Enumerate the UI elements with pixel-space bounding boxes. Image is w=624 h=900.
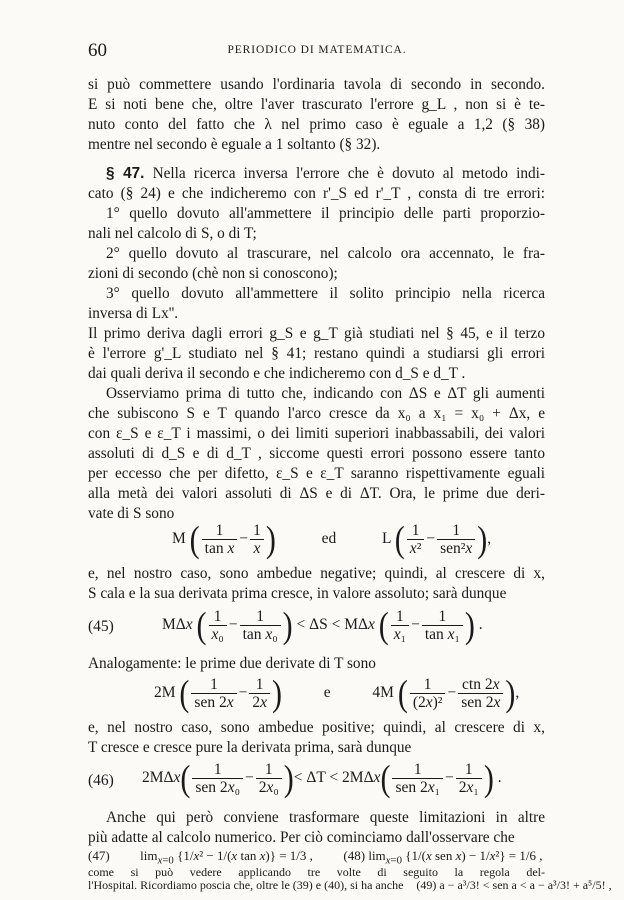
list-item: 2° quello dovuto al trascurare, nel calcolo ora accennato, le fra-	[106, 245, 545, 262]
text-line: Analogamente: le prime due derivate di T sono	[88, 655, 376, 672]
equation-derivatives-S: M ( $\frac{1}{\text{tan x}}$ − $\frac{1}{x}$ ) ed L ( $\frac{1}{\text{x²}}$ − $\frac{1}{\text{sen²x}}$ ),	[172, 518, 492, 560]
list-item: 1° quello dovuto all'ammettere il principio delle parti proporzio-	[106, 205, 545, 222]
text-line: e, nel nostro caso, sono ambedue positive; quindi, al crescere di x,	[88, 719, 545, 736]
text-line: T cresce e cresce pure la derivata prima, sarà dunque	[88, 739, 412, 756]
running-title: PERIODICO DI MATEMATICA.	[227, 44, 407, 56]
equation-label: (45)	[88, 618, 114, 635]
text-line: e, nel nostro caso, sono ambedue negative; quindi, al crescere di x,	[88, 565, 545, 582]
text-line: assoluti di d_S e di d_T , siccome questi errori possono essere tanto	[88, 445, 545, 462]
equation-49: a − a³/3! < sen a < a − a³/3! + a⁵/5! ,	[439, 878, 612, 892]
text-line: E si noti bene che, oltre l'aver trascurato l'errore g_L , non si è te-	[88, 96, 545, 113]
text-line: si può commettere usando l'ordinaria tavola di secondo in secondo.	[88, 76, 545, 93]
list-item: inversa di Lx''.	[88, 305, 179, 322]
equation-label: (48)	[343, 848, 366, 863]
text-line: alla metà dei valori assoluti di ΔS e di ΔT. Ora, le prime due deri-	[88, 485, 545, 502]
text-line: Osserviamo prima di tutto che, indicando con ΔS e ΔT gli aumenti	[106, 385, 545, 402]
text-line: S cala e la sua derivata prima cresce, in valore assoluto; sarà dunque	[88, 585, 507, 602]
list-item: zioni di secondo (chè non si conoscono);	[88, 265, 338, 282]
list-item: 3° quello dovuto all'ammettere il solito principio nella ricerca	[106, 285, 545, 302]
text-line: è l'errore g'_L studiato nel § 41; restano quindi a studiarsi gli errori	[88, 345, 545, 362]
text-line: l'Hospital. Ricordiamo poscia che, oltre le (39) e (40), si ha anche (49) a − a³/3! < sen a < a − a³/3! + a⁵/5! ,	[88, 878, 612, 892]
equation-label: (49)	[416, 878, 437, 892]
text-line: come si può vedere applicando tre volte di seguito la regola del-	[88, 865, 545, 879]
page-number: 60	[88, 40, 107, 61]
list-item: nali nel calcolo di S, o di T;	[88, 225, 257, 242]
equation-47-48: (47) $\lim_{x=0} \{1/x^2 - 1/(x$ tan x)} = 1/3 , (48) $\lim_{x=0} \{1/(x$ sen x) − 1/x²} = 1/6 ,	[88, 848, 543, 867]
section-heading-line: § 47. Nella ricerca inversa l'errore che è dovuto al metodo indi-	[106, 165, 545, 182]
text-line: vate di S sono	[88, 505, 175, 522]
equation-45: MΔx ( $\frac{1}{\text{x₀}}$ − $\frac{1}{\text{tan x₀}}$ ) < ΔS < MΔx ( $\frac{1}{\text{x₁}}$ − $\frac{1}{\text{tan x₁}}$ ) .	[162, 604, 483, 646]
text-line: Anche qui però conviene trasformare queste limitazioni in altre	[106, 809, 545, 826]
text-line: per eccesso che per difetto, ε_S e ε_T saranno rispettivamente eguali	[88, 465, 545, 482]
text-line: con ε_S e ε_T i massimi, o dei limiti superiori inabbassabili, dei valori	[88, 425, 545, 442]
text-line: nuto conto del fatto che λ nel primo caso è eguale a 1,2 (§ 38)	[88, 116, 545, 133]
text-line: che subiscono S e T quando l'arco cresce da x₀ a x₁ = x₀ + Δx, e	[88, 405, 545, 422]
text-line: cato (§ 24) e che indicheremo con r'_S ed r'_T , consta di tre errori:	[88, 185, 545, 202]
page-header	[88, 40, 546, 62]
text-line: dai quali deriva il secondo e che indicheremo con d_S e d_T .	[88, 365, 466, 382]
text-line: più adatte al calcolo numerico. Per ciò cominciamo dall'osservare che	[88, 829, 515, 846]
section-number: § 47.	[106, 165, 145, 182]
equation-label: (47)	[88, 848, 110, 863]
equation-46: 2MΔx( $\frac{1}{\text{sen 2x₀}}$ − $\frac{1}{\text{2x₀}}$ )< ΔT < 2MΔx( $\frac{1}{\text{sen 2x₁}}$ − $\frac{1}{\text{2x₁}}$ ) .	[142, 757, 502, 799]
text-line: Il primo deriva dagli errori g_S e g_T già studiati nel § 45, e il terzo	[88, 325, 545, 342]
equation-label: (46)	[88, 772, 114, 789]
equation-derivatives-T: 2M ( $\frac{1}{\text{sen 2x}}$ − $\frac{1}{2x}$ ) e 4M ( $\frac{1}{\text{(2x)²}}$ − $\frac{\text{ctn 2x}}{\text{sen 2x}}$ ),	[154, 672, 520, 714]
text-line: mentre nel secondo è eguale a 1 soltanto (§ 32).	[88, 136, 381, 153]
